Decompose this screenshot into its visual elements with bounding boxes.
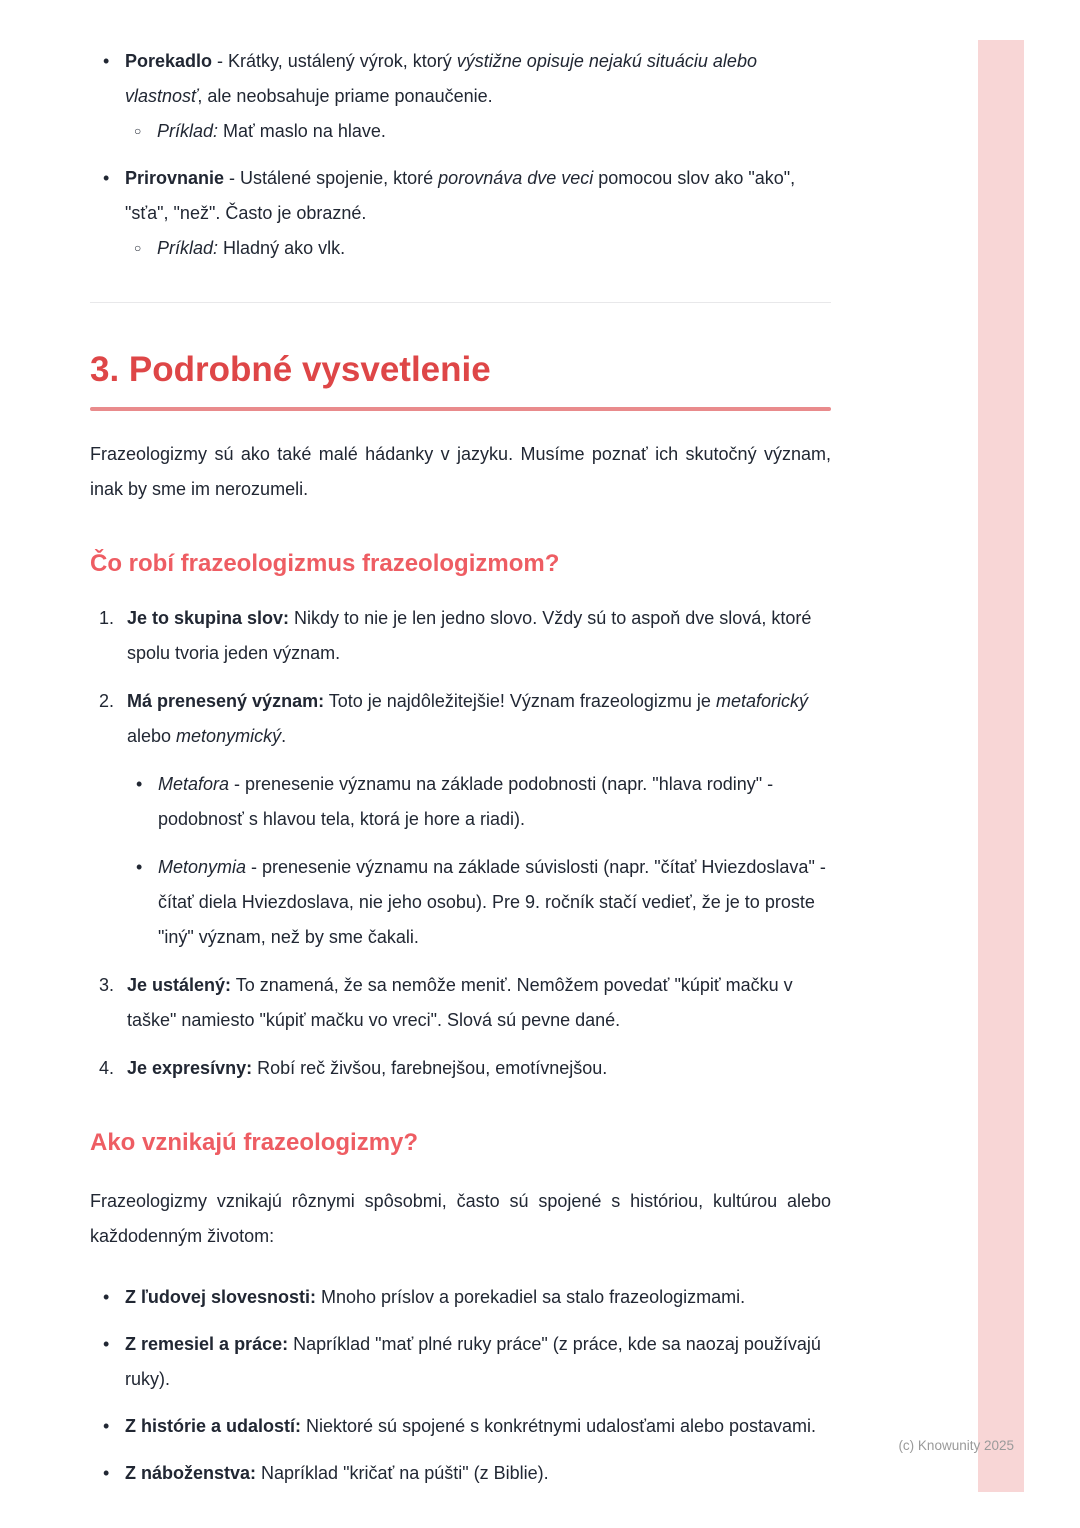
text-segment: Mať maslo na hlave. [218, 121, 386, 141]
list-item [90, 1409, 831, 1444]
subsection-title-what-makes: Čo robí frazeologizmus frazeologizmom? [90, 550, 560, 577]
bullet-icon: • [103, 1287, 110, 1307]
sub-item-text [158, 850, 831, 955]
text-segment: Robí reč živšou, farebnejšou, emotívnejšou. [252, 1058, 608, 1078]
item-text [125, 1456, 831, 1491]
example-list [125, 231, 831, 266]
example-label: Príklad: [157, 121, 219, 141]
item-title: Z ľudovej slovesnosti: [125, 1287, 316, 1307]
definition-text [125, 161, 831, 231]
watermark: (c) Knowunity 2025 [898, 1438, 1014, 1453]
item-number: 2. [99, 691, 115, 711]
example-label: Príklad: [157, 238, 219, 258]
italic-phrase: metaforický [715, 691, 808, 711]
circle-icon: ○ [134, 124, 142, 138]
item-text [125, 1280, 831, 1315]
item-number: 3. [99, 975, 115, 995]
text-segment: , ale neobsahuje priame ponaučenie. [197, 86, 493, 106]
item-title: Je expresívny: [127, 1058, 253, 1078]
item-text [127, 1051, 831, 1086]
title-underline [90, 407, 831, 411]
text-segment: Niektoré sú spojené s konkrétnymi udalosťami alebo postavami. [301, 1416, 817, 1436]
text-segment: Hladný ako vlk. [218, 238, 346, 258]
text-segment: pomocou slov ako "ako", "sťa", "než". Často je obrazné. [125, 168, 796, 223]
italic-phrase: výstižne opisuje nejakú situáciu alebo vlastnosť [125, 51, 757, 106]
sub-bullet-item [127, 767, 831, 837]
italic-phrase: porovnáva dve veci [438, 168, 594, 188]
text-segment: Toto je najdôležitejšie! Význam frazeologizmu je [324, 691, 716, 711]
item-title: Je ustálený: [127, 975, 232, 995]
example-list [125, 114, 831, 149]
sub-bullet-list [127, 767, 831, 955]
example-text [157, 114, 831, 149]
italic-term: Metafora [158, 774, 230, 794]
item-text [125, 1327, 831, 1397]
text-segment: To znamená, že sa nemôže meniť. Nemôžem povedať "kúpiť mačku v taške" namiesto "kúpiť mačku vo vreci". Slová sú pevne dané. [127, 975, 793, 1030]
list-item-prirovnanie [90, 161, 831, 266]
definitions-list [90, 44, 831, 266]
term-text: Prirovnanie [125, 168, 225, 188]
origins-intro-paragraph: Frazeologizmy vznikajú rôznymi spôsobmi, často sú spojené s históriou, kultúrou alebo každodenným životom: [90, 1191, 831, 1246]
sub-item-text [158, 767, 831, 837]
bullet-icon: • [103, 1416, 110, 1436]
italic-phrase: metonymický [176, 726, 282, 746]
side-stripe [978, 40, 1024, 1492]
origins-list [90, 1280, 831, 1491]
item-number: 4. [99, 1058, 115, 1078]
subsection-title-origins: Ako vznikajú frazeologizmy? [90, 1129, 419, 1156]
item-text [127, 968, 831, 1038]
section-title: 3. Podrobné vysvetlenie [90, 350, 491, 389]
content-area [90, 44, 831, 1503]
term-text: Porekadlo [125, 51, 213, 71]
bullet-icon: • [136, 857, 143, 877]
text-segment: Mnoho príslov a porekadiel sa stalo frazeologizmami. [315, 1287, 746, 1307]
text-segment: . [281, 726, 287, 746]
item-text [125, 1409, 831, 1444]
numbered-list [90, 601, 831, 1086]
numbered-item [90, 601, 831, 671]
list-item-porekadlo [90, 44, 831, 149]
text-segment: - [212, 51, 229, 71]
item-title: Je to skupina slov: [127, 608, 290, 628]
circle-icon: ○ [134, 241, 142, 255]
text-segment: Napríklad "mať plné ruky práce" (z práce, kde sa naozaj používajú ruky). [125, 1334, 821, 1389]
bullet-icon: • [103, 1334, 110, 1354]
item-title: Z náboženstva: [125, 1463, 257, 1483]
bullet-icon: • [103, 1463, 110, 1483]
bullet-icon: • [136, 774, 143, 794]
example-item [125, 231, 831, 266]
bullet-icon: • [103, 51, 110, 71]
text-segment: Napríklad "kričať na púšti" (z Biblie). [256, 1463, 549, 1483]
item-title: Má prenesený význam: [127, 691, 325, 711]
list-item [90, 1456, 831, 1491]
bullet-icon: • [103, 168, 110, 188]
list-item [90, 1327, 831, 1397]
text-segment: Nikdy to nie je len jedno slovo. Vždy sú to aspoň dve slová, ktoré spolu tvoria jeden význam. [127, 608, 812, 663]
example-text [157, 231, 831, 266]
item-number: 1. [99, 608, 115, 628]
text-segment: Krátky, ustálený výrok, ktorý [228, 51, 457, 71]
section-divider [90, 302, 831, 303]
text-segment: Ustálené spojenie, ktoré [240, 168, 439, 188]
numbered-item [90, 1051, 831, 1086]
example-item [125, 114, 831, 149]
intro-paragraph: Frazeologizmy sú ako také malé hádanky v jazyku. Musíme poznať ich skutočný význam, inak by sme im nerozumeli. [90, 444, 831, 499]
text-segment: - prenesenie významu na základe podobnosti (napr. "hlava rodiny" - podobnosť s hlavou tela, ktorá je hore a riadi). [158, 774, 774, 829]
item-title: Z histórie a udalostí: [125, 1416, 302, 1436]
italic-term: Metonymia [158, 857, 247, 877]
sub-bullet-item [127, 850, 831, 955]
item-text [127, 601, 831, 671]
text-segment: - prenesenie významu na základe súvislosti (napr. "čítať Hviezdoslava" - čítať diela Hviezdoslava, nie jeho osobu). Pre 9. ročník stačí vedieť, že je to proste "iný" význam, než by sme čakali. [158, 857, 826, 947]
text-segment: alebo [127, 726, 177, 746]
numbered-item [90, 684, 831, 955]
numbered-item [90, 968, 831, 1038]
list-item [90, 1280, 831, 1315]
definition-text [125, 44, 831, 114]
item-title: Z remesiel a práce: [125, 1334, 289, 1354]
text-segment: - [224, 168, 241, 188]
item-text [127, 684, 831, 754]
